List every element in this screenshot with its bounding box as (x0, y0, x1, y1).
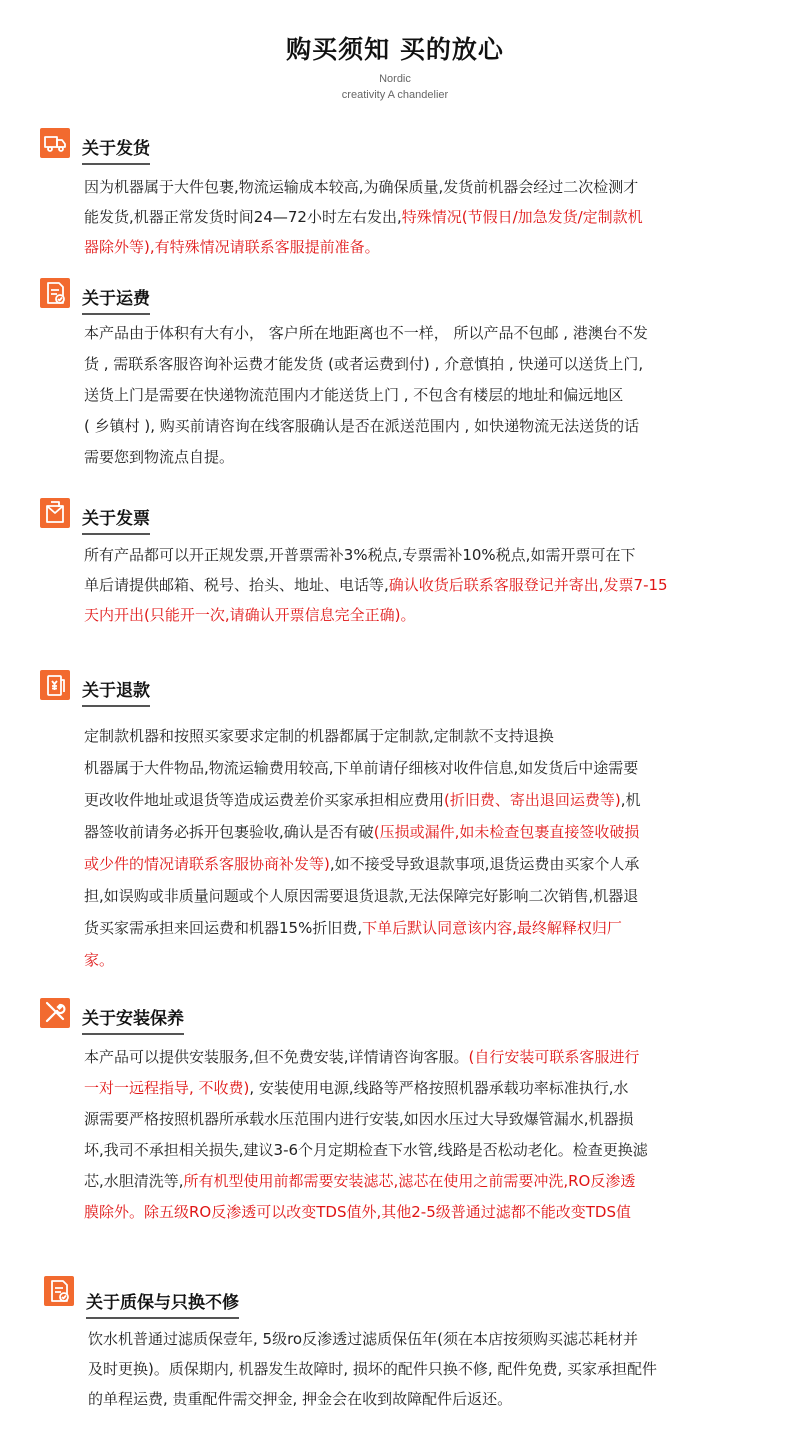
text-line (84, 349, 754, 380)
highlight-text: 或少件的情况请联系客服协商补发等) (84, 855, 330, 873)
section-body (84, 540, 754, 630)
highlight-text: 所有机型使用前都需要安装滤芯,滤芯在使用之前需要冲洗,RO反渗透 (183, 1172, 636, 1190)
highlight-text: 下单后默认同意该内容,最终解释权归厂 (362, 919, 622, 937)
section-title: 关于安装保养 (82, 1004, 184, 1035)
text-run: 货 , 需联系客服咨询补运费才能发货 (或者运费到付) , 介意慎拍 , 快递可以送货上门, (84, 355, 644, 373)
section-body (84, 318, 754, 473)
text-line (84, 912, 754, 944)
text-run: 的单程运费, 贵重配件需交押金, 押金会在收到故障配件后返还。 (88, 1390, 513, 1408)
text-run: 所有产品都可以开正规发票,开普票需补3%税点,专票需补10%税点,如需开票可在下 (84, 546, 636, 564)
text-line (84, 411, 754, 442)
text-line (84, 172, 754, 202)
text-run: 送货上门是需要在快递物流范围内才能送货上门 , 不包含有楼层的地址和偏远地区 (84, 386, 624, 404)
text-line (84, 1197, 754, 1228)
text-line (84, 720, 754, 752)
section-body (84, 720, 754, 976)
highlight-text: (折旧费、寄出退回运费等) (444, 791, 621, 809)
section-freight (0, 278, 790, 466)
text-line (84, 442, 754, 473)
section-installation (0, 998, 790, 1221)
text-line (84, 944, 754, 976)
highlight-text: 一对一远程指导, 不收费) (84, 1079, 250, 1097)
text-line (84, 848, 754, 880)
text-line (84, 380, 754, 411)
text-line (84, 880, 754, 912)
section-refund (0, 670, 790, 969)
highlight-text: (自行安装可联系客服进行 (468, 1048, 640, 1066)
section-body (84, 1042, 754, 1228)
highlight-text: 特殊情况(节假日/加急发货/定制款机 (401, 208, 643, 226)
invoice-icon (40, 498, 70, 528)
text-run: 需要您到物流点自提。 (84, 448, 235, 466)
text-run: 芯,水胆清洗等, (84, 1172, 184, 1190)
wrench-screwdriver-icon (40, 998, 70, 1028)
section-invoice (0, 498, 790, 624)
section-title: 关于退款 (82, 676, 150, 707)
text-line (84, 752, 754, 784)
highlight-text: 器除外等),有特殊情况请联系客服提前准备。 (84, 238, 380, 256)
text-run: 单后请提供邮箱、税号、抬头、地址、电话等, (84, 576, 389, 594)
text-run: 本产品由于体积有大有小， 客户所在地距离也不一样， 所以产品不包邮 , 港澳台不发 (84, 324, 648, 342)
text-run: 因为机器属于大件包裹,物流运输成本较高,为确保质量,发货前机器会经过二次检测才 (84, 178, 639, 196)
subtitle-line-2: creativity A chandelier (341, 89, 449, 101)
text-run: 更改收件地址或退货等造成运费差价买家承担相应费用 (84, 791, 445, 809)
text-run: 货买家需承担来回运费和机器15%折旧费, (84, 919, 363, 937)
text-line (88, 1324, 758, 1354)
highlight-text: 天内开出(只能开一次,请确认开票信息完全正确)。 (84, 606, 416, 624)
text-run: ( 乡镇村 ), 购买前请咨询在线客服确认是否在派送范围内 , 如快递物流无法送货的话 (84, 417, 640, 435)
text-line (84, 816, 754, 848)
text-line (84, 1166, 754, 1197)
text-line (84, 600, 754, 630)
text-run: 源需要严格按照机器所承载水压范围内进行安装,如因水压过大导致爆管漏水,机器损 (84, 1110, 634, 1128)
text-run: 定制款机器和按照买家要求定制的机器都属于定制款,定制款不支持退换 (84, 727, 554, 745)
text-run: , 安装使用电源,线路等严格按照机器承载功率标准执行,水 (249, 1079, 629, 1097)
text-run: 机器属于大件物品,物流运输费用较高,下单前请仔细核对收件信息,如发货后中途需要 (84, 759, 639, 777)
text-line (84, 1104, 754, 1135)
text-line (84, 540, 754, 570)
text-run: 担,如误购或非质量问题或个人原因需要退货退款,无法保障完好影响二次销售,机器退 (84, 887, 639, 905)
section-body (88, 1324, 758, 1414)
text-run: ,如不接受导致退款事项,退货运费由买家个人承 (329, 855, 640, 873)
section-title: 关于发货 (82, 134, 150, 165)
text-run: 及时更换)。质保期内, 机器发生故障时, 损坏的配件只换不修, 配件免费, 买家承担配件 (88, 1360, 658, 1378)
highlight-text: 确认收货后联系客服登记并寄出,发票7-15 (388, 576, 668, 594)
highlight-text: 家。 (84, 951, 115, 969)
text-run: 坏,我司不承担相关损失,建议3-6个月定期检查下水管,线路是否松动老化。检查更换滤 (84, 1141, 648, 1159)
refund-icon (40, 670, 70, 700)
section-title: 关于发票 (82, 504, 150, 535)
section-title: 关于运费 (82, 284, 150, 315)
text-line (84, 1135, 754, 1166)
text-line (84, 570, 754, 600)
text-line (84, 202, 754, 232)
section-body (84, 172, 754, 262)
text-line (84, 1042, 754, 1073)
text-line (88, 1384, 758, 1414)
warranty-icon (44, 1276, 74, 1306)
text-line (88, 1354, 758, 1384)
highlight-text: (压损或漏件,如未检查包裹直接签收破损 (373, 823, 640, 841)
section-warranty (0, 1276, 790, 1408)
text-run: 饮水机普通过滤质保壹年, 5级ro反渗透过滤质保伍年(须在本店按须购买滤芯耗材并 (88, 1330, 638, 1348)
subtitle-line-1: Nordic (379, 73, 411, 85)
text-line (84, 784, 754, 816)
document-check-icon (40, 278, 70, 308)
text-run: ,机 (620, 791, 641, 809)
page-title: 购买须知 买的放心 (286, 35, 504, 64)
section-title: 关于质保与只换不修 (86, 1288, 239, 1319)
highlight-text: 膜除外。除五级RO反渗透可以改变TDS值外,其他2-5级普通过滤都不能改变TDS值 (84, 1203, 631, 1221)
text-run: 能发货,机器正常发货时间24—72小时左右发出, (84, 208, 402, 226)
text-line (84, 232, 754, 262)
section-shipping (0, 128, 790, 256)
text-run: 器签收前请务必拆开包裹验收,确认是否有破 (84, 823, 374, 841)
text-line (84, 1073, 754, 1104)
text-run: 本产品可以提供安装服务,但不免费安装,详情请咨询客服。 (84, 1048, 469, 1066)
text-line (84, 318, 754, 349)
truck-icon (40, 128, 70, 158)
